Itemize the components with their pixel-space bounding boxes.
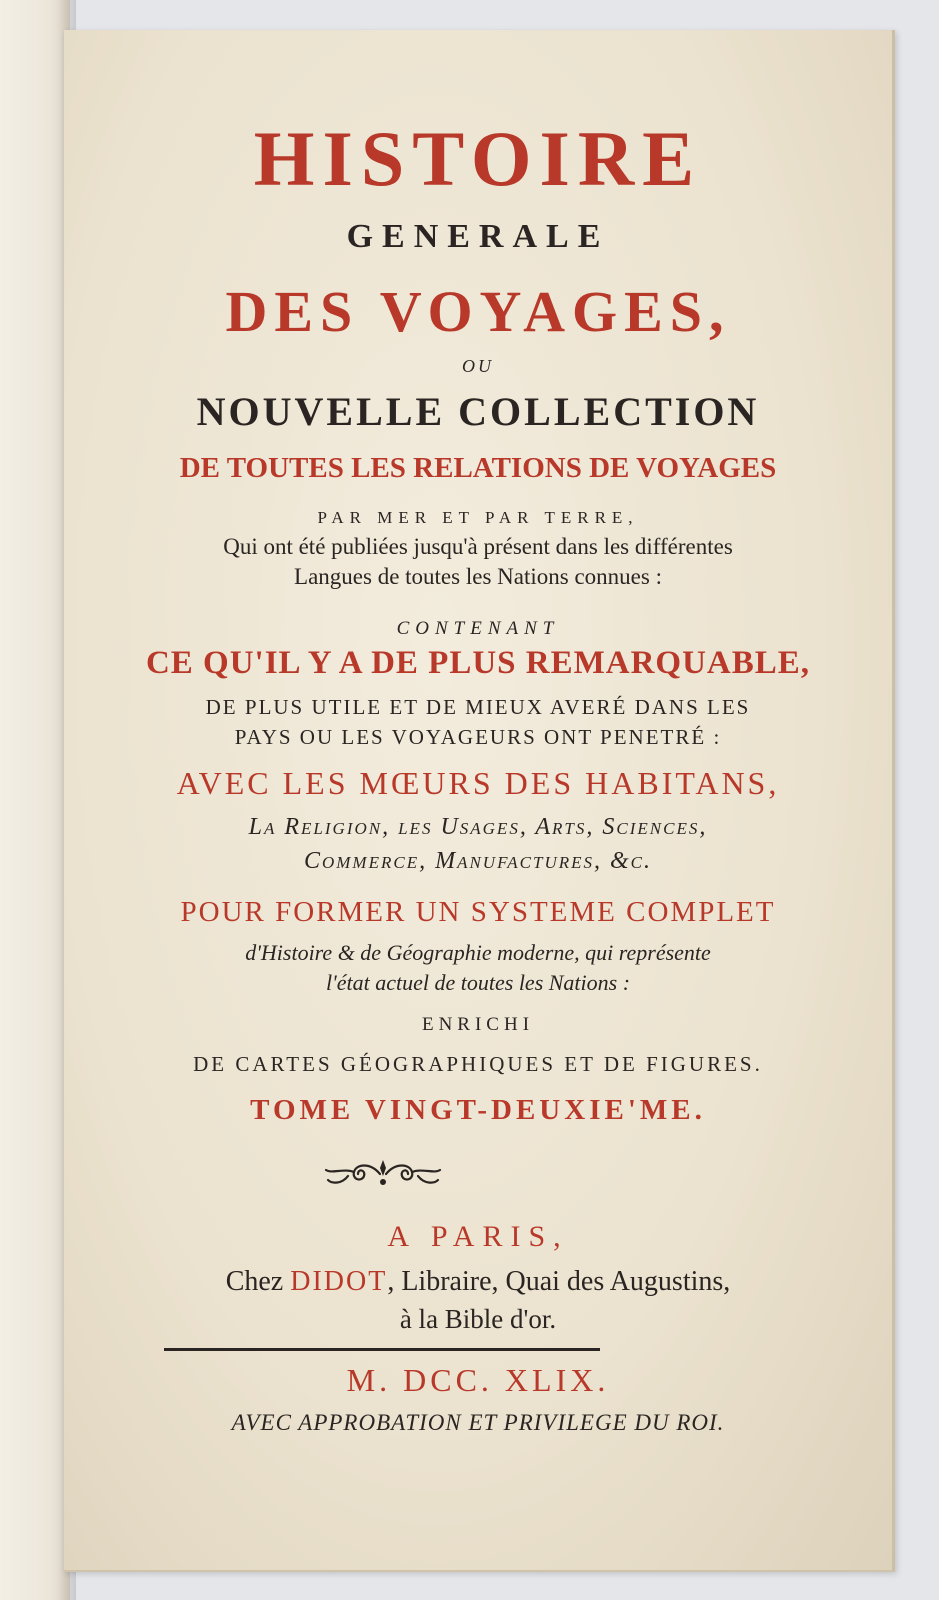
text-pays: PAYS OU LES VOYAGEURS ONT PENETRÉ : (234, 725, 722, 749)
text-contenant: CONTENANT (396, 618, 560, 639)
title-histoire: HISTOIRE (253, 115, 703, 202)
text-histoire-geographie: d'Histoire & de Géographie moderne, qui représente (245, 940, 711, 965)
imprint-chez: Chez (225, 1266, 284, 1297)
title-nouvelle-collection: NOUVELLE COLLECTION (196, 389, 760, 434)
divider-rule (164, 1348, 600, 1351)
imprint-didot: DIDOT (290, 1266, 388, 1297)
title-generale: GENERALE (346, 218, 610, 255)
imprint-address: , Libraire, Quai des Augustins, (387, 1266, 731, 1297)
text-cartes: DE CARTES GÉOGRAPHIQUES ET DE FIGURES. (193, 1052, 763, 1076)
fleuron-ornament-icon (318, 1154, 448, 1196)
text-publiees: Qui ont été publiées jusqu'à présent dans les différentes (223, 534, 733, 559)
text-religion: La Religion, les Usages, Arts, Sciences, (248, 814, 708, 840)
subtitle-relations: DE TOUTES LES RELATIONS DE VOYAGES (179, 452, 777, 484)
text-remarquable: CE QU'IL Y A DE PLUS REMARQUABLE, (145, 645, 811, 681)
imprint-sign: à la Bible d'or. (399, 1304, 557, 1334)
text-systeme: POUR FORMER UN SYSTEME COMPLET (180, 896, 776, 928)
text-langues: Langues de toutes les Nations connues : (294, 564, 662, 589)
imprint-publisher-line (64, 1266, 892, 1298)
text-commerce: Commerce, Manufactures, &c. (303, 848, 652, 874)
text-moeurs: AVEC LES MŒURS DES HABITANS, (176, 765, 780, 801)
text-plus-utile: DE PLUS UTILE ET DE MIEUX AVERÉ DANS LES (205, 695, 751, 719)
privilege-line: AVEC APPROBATION ET PRIVILEGE DU ROI. (231, 1410, 725, 1435)
title-page (64, 30, 895, 1572)
title-ou: OU (462, 356, 494, 376)
volume-number: TOME VINGT-DEUXIE'ME. (250, 1094, 706, 1126)
imprint-city: A PARIS, (387, 1220, 569, 1253)
text-enrichi: ENRICHI (421, 1014, 535, 1035)
imprint-year: M. DCC. XLIX. (346, 1362, 610, 1398)
subtitle-mer-terre: PAR MER ET PAR TERRE, (317, 508, 639, 527)
title-des-voyages: DES VOYAGES, (225, 279, 731, 344)
text-etat-actuel: l'état actuel de toutes les Nations : (325, 970, 631, 995)
